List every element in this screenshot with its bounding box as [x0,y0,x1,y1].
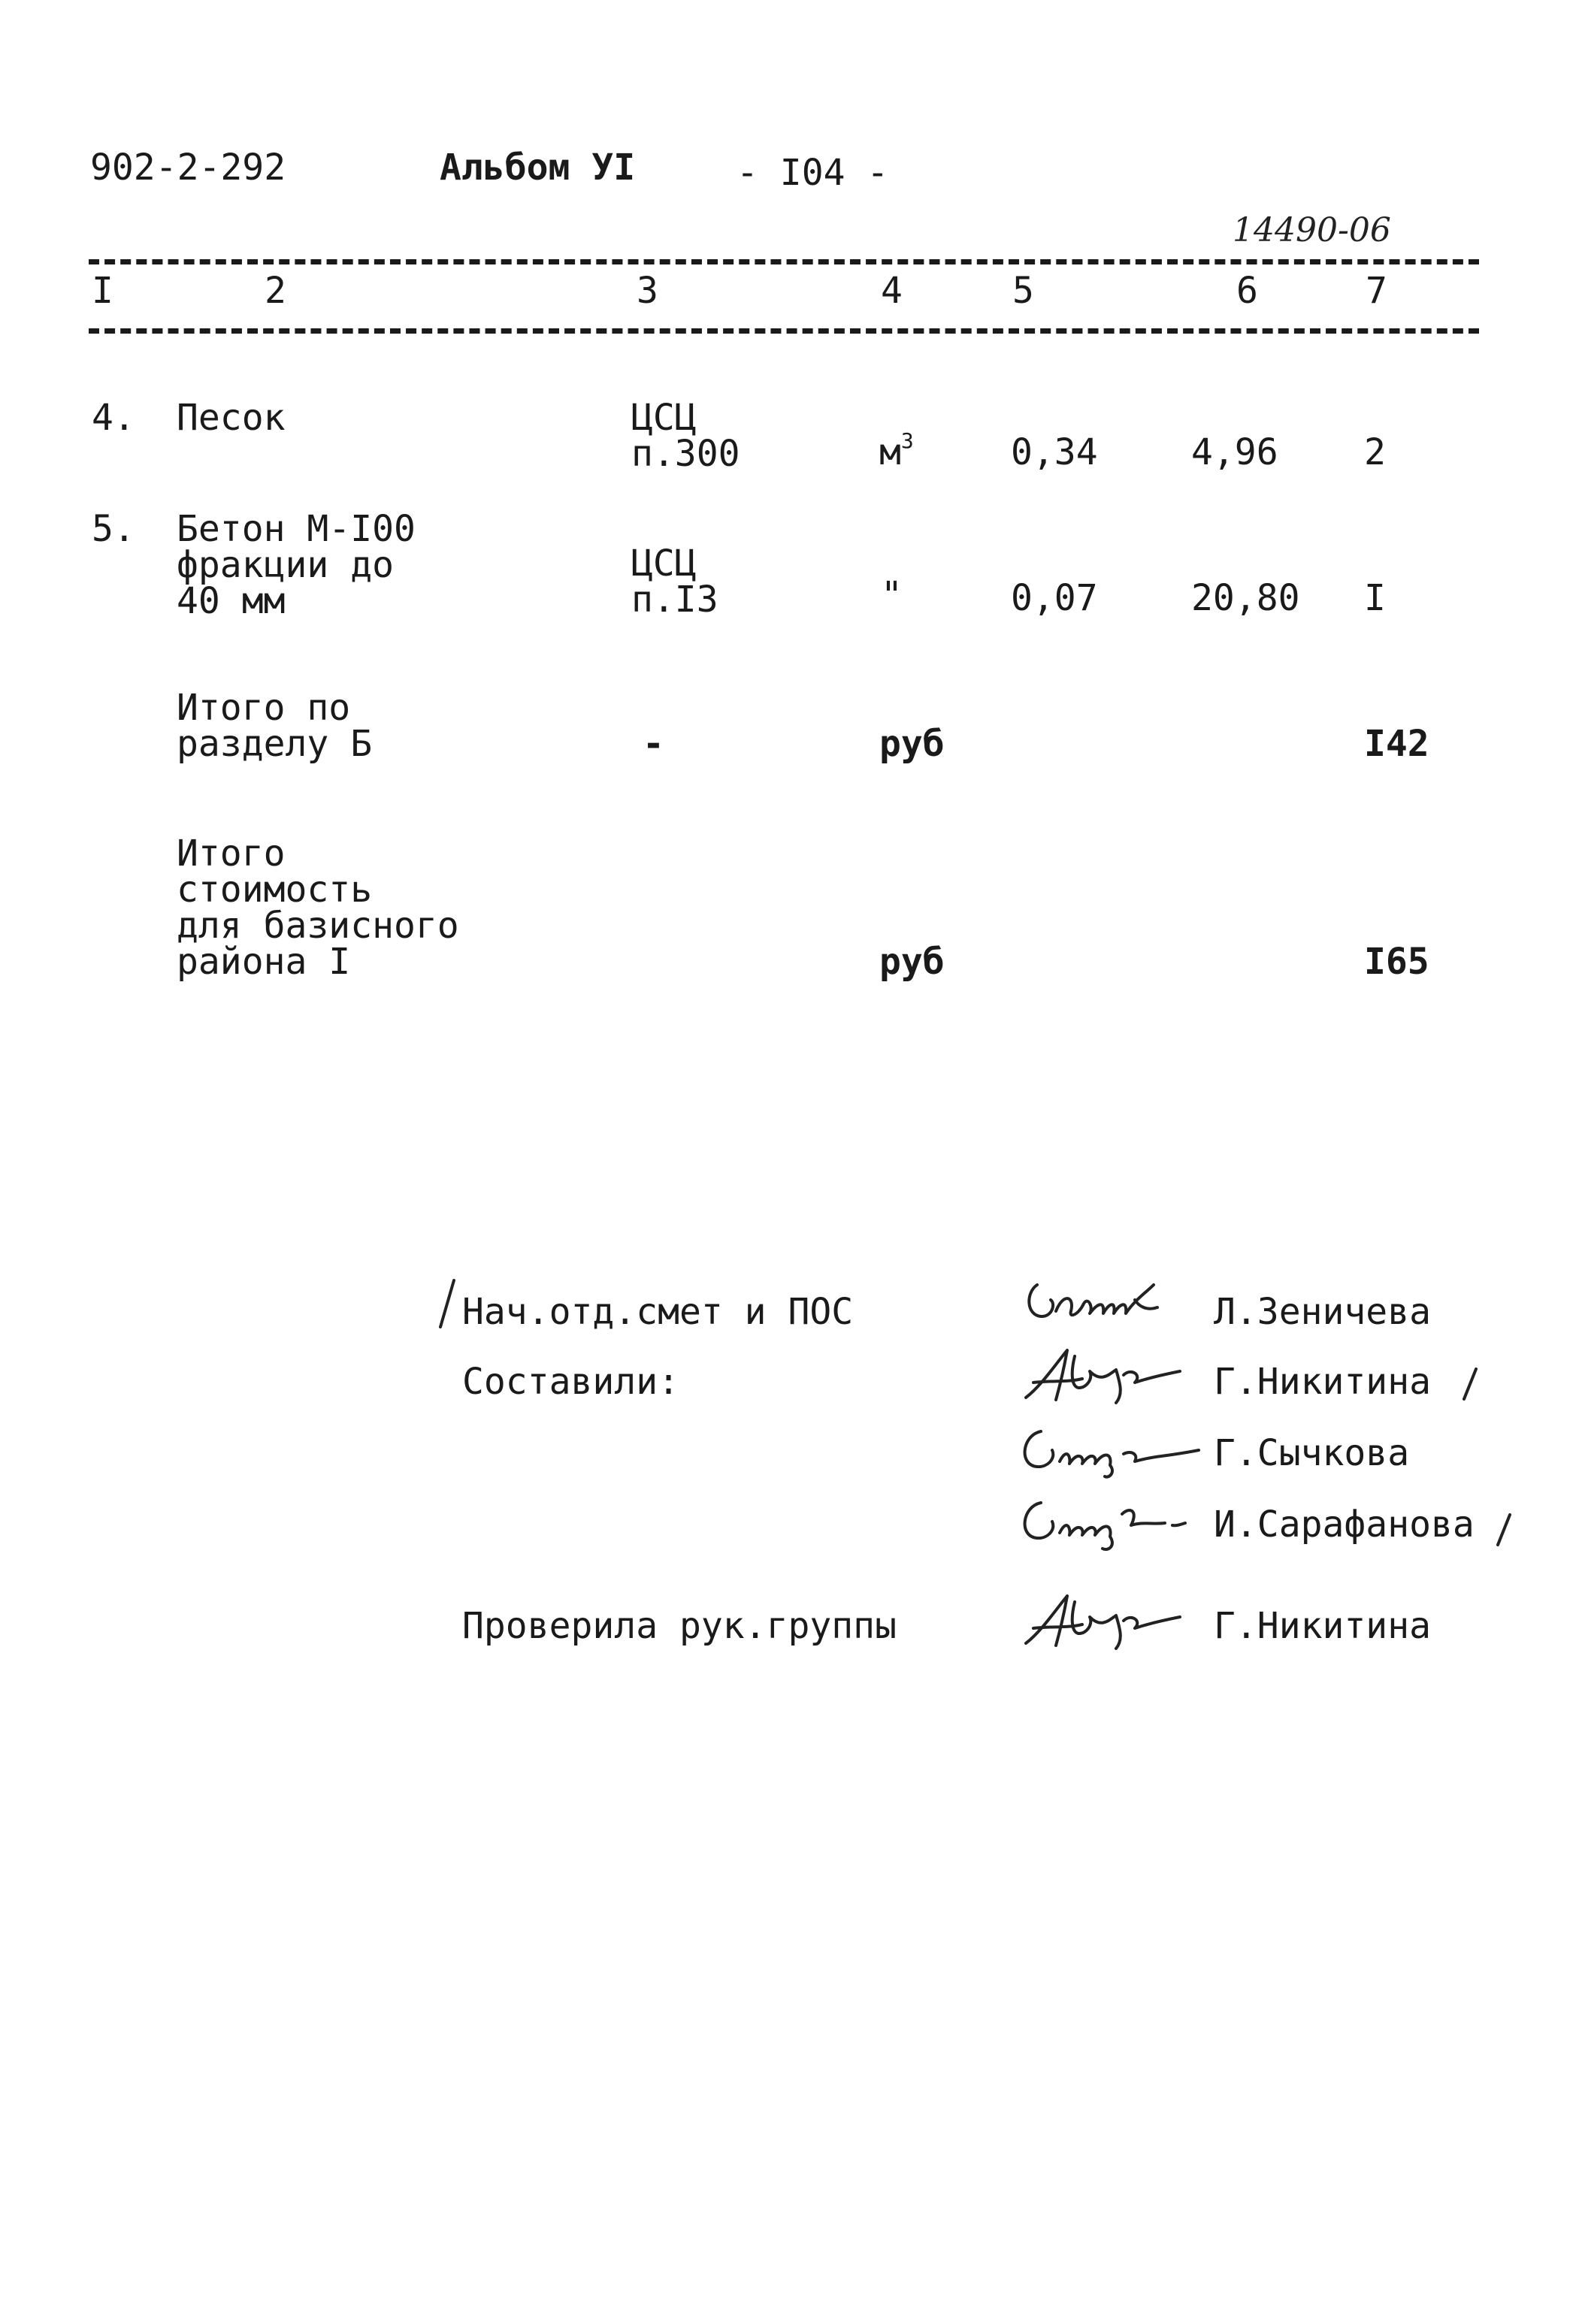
handwritten-reference: 14490-06 [1233,211,1391,249]
slash-mark [1458,1366,1481,1404]
head-title: Нач.отд.смет и ПОС [462,1291,854,1333]
checked-label: Проверила рук.группы [462,1605,897,1647]
header-rule-bottom [89,328,1479,334]
quantity: 0,07 [1011,577,1098,619]
subtotal-label: Итого по разделу Б [177,687,373,765]
subtotal-source: - [643,723,664,765]
handwritten-signature [1011,1341,1191,1409]
column-header: 7 [1366,270,1387,312]
column-header: 4 [881,270,903,312]
signer-name: Г.Сычкова [1214,1432,1410,1474]
slash-mark [1492,1512,1514,1549]
column-header: 6 [1236,270,1258,312]
unit: " [881,574,903,616]
unit: $м^3$ [879,428,914,473]
handwritten-signature [1011,1587,1191,1655]
grand-total-label: Итого стоимость для базисного района I [177,833,459,983]
item-name: Бетон М-I00 фракции до 40 мм [177,508,416,622]
album-label: Альбом УI [440,147,636,189]
row-number: 5. [92,508,135,550]
price-source: ЦСЦ п.I3 [631,542,718,621]
page-number: - I04 - [737,152,889,194]
column-header: 5 [1012,270,1034,312]
unit-price: 20,80 [1191,577,1300,619]
doc-code: 902-2-292 [90,147,286,189]
total-cost: 2 [1364,431,1386,473]
handwritten-signature [1022,1270,1172,1330]
slash-mark [436,1277,458,1330]
price-source: ЦСЦ п.300 [631,397,740,475]
signer-name: И.Сарафанова [1214,1503,1475,1546]
handwritten-signature [1011,1420,1206,1480]
compiled-label: Составили: [462,1361,679,1403]
grand-total-unit: руб [879,941,945,983]
header-rule-top [89,259,1479,264]
signer-name: Г.Никитина [1214,1605,1431,1647]
quantity: 0,34 [1011,431,1098,473]
column-header: I [92,270,113,312]
unit-price: 4,96 [1191,431,1278,473]
grand-total-total: I65 [1364,941,1429,983]
row-number: 4. [92,397,135,439]
unit-superscript: 3 [900,428,914,453]
handwritten-signature [1011,1491,1206,1552]
item-name: Песок [177,397,286,439]
column-header: 2 [265,270,286,312]
subtotal-total: I42 [1364,723,1429,765]
subtotal-unit: руб [879,723,945,765]
column-header: 3 [637,270,658,312]
signer-name: Л.Зеничева [1214,1291,1431,1333]
total-cost: I [1364,577,1386,619]
signer-name: Г.Никитина [1214,1361,1431,1403]
